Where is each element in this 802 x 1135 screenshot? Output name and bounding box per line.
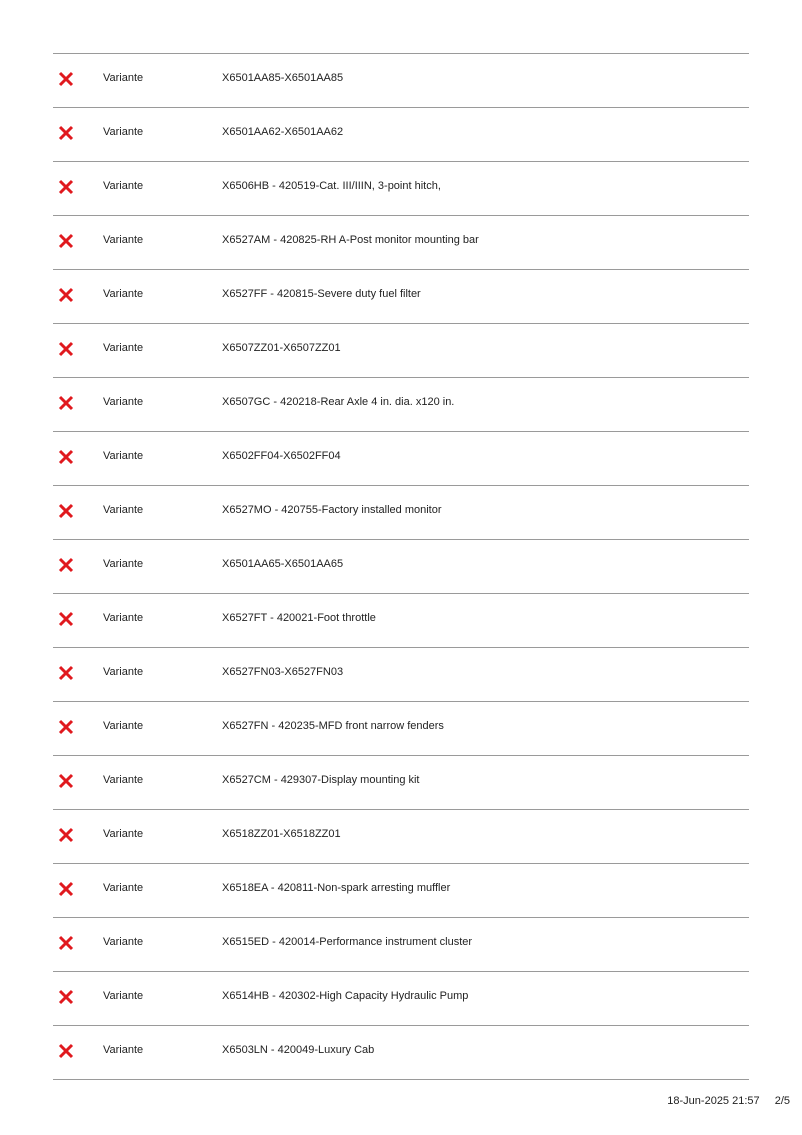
row-description: X6506HB - 420519-Cat. III/IIIN, 3-point hitch, <box>222 180 441 192</box>
red-x-icon <box>58 125 74 141</box>
row-type: Variante <box>103 882 144 894</box>
row-description: X6507GC - 420218-Rear Axle 4 in. dia. x120 in. <box>222 396 455 408</box>
table-row <box>53 162 749 216</box>
row-description: X6527MO - 420755-Factory installed monitor <box>222 504 442 516</box>
table-row <box>53 864 749 918</box>
red-x-icon <box>58 1043 74 1059</box>
row-description: X6503LN - 420049-Luxury Cab <box>222 1044 375 1056</box>
table-row <box>53 972 749 1026</box>
row-description: X6527AM - 420825-RH A-Post monitor mounting bar <box>222 234 479 246</box>
red-x-icon <box>58 557 74 573</box>
table-row <box>53 54 749 108</box>
red-x-icon <box>58 341 74 357</box>
table-row <box>53 756 749 810</box>
row-description: X6527FT - 420021-Foot throttle <box>222 612 376 624</box>
row-type: Variante <box>103 666 144 678</box>
table-row <box>53 594 749 648</box>
row-description: X6527FN03-X6527FN03 <box>222 666 344 678</box>
red-x-icon <box>58 233 74 249</box>
row-type: Variante <box>103 558 144 570</box>
row-description: X6527CM - 429307-Display mounting kit <box>222 774 420 786</box>
red-x-icon <box>58 449 74 465</box>
row-type: Variante <box>103 828 144 840</box>
row-description: X6507ZZ01-X6507ZZ01 <box>222 342 341 354</box>
table-row <box>53 648 749 702</box>
row-description: X6515ED - 420014-Performance instrument cluster <box>222 936 473 948</box>
row-description: X6502FF04-X6502FF04 <box>222 450 341 462</box>
table-row <box>53 486 749 540</box>
row-type: Variante <box>103 126 144 138</box>
red-x-icon <box>58 827 74 843</box>
row-type: Variante <box>103 1044 144 1056</box>
page-footer <box>667 1094 790 1108</box>
variant-table <box>53 53 749 1080</box>
red-x-icon <box>58 503 74 519</box>
row-description: X6514HB - 420302-High Capacity Hydraulic Pump <box>222 990 469 1002</box>
row-type: Variante <box>103 234 144 246</box>
table-row <box>53 108 749 162</box>
table-row <box>53 378 749 432</box>
row-description: X6527FF - 420815-Severe duty fuel filter <box>222 288 421 300</box>
row-description: X6501AA85-X6501AA85 <box>222 72 344 84</box>
row-type: Variante <box>103 180 144 192</box>
red-x-icon <box>58 287 74 303</box>
table-row <box>53 216 749 270</box>
table-row <box>53 918 749 972</box>
red-x-icon <box>58 881 74 897</box>
row-type: Variante <box>103 396 144 408</box>
row-description: X6527FN - 420235-MFD front narrow fenders <box>222 720 444 732</box>
table-row <box>53 540 749 594</box>
page-number: 2/5 <box>774 1095 790 1107</box>
red-x-icon <box>58 989 74 1005</box>
red-x-icon <box>58 71 74 87</box>
row-description: X6501AA65-X6501AA65 <box>222 558 344 570</box>
row-type: Variante <box>103 72 144 84</box>
red-x-icon <box>58 395 74 411</box>
table-row <box>53 270 749 324</box>
row-type: Variante <box>103 612 144 624</box>
row-description: X6518ZZ01-X6518ZZ01 <box>222 828 341 840</box>
row-type: Variante <box>103 936 144 948</box>
table-row <box>53 432 749 486</box>
red-x-icon <box>58 935 74 951</box>
table-row <box>53 702 749 756</box>
red-x-icon <box>58 611 74 627</box>
red-x-icon <box>58 179 74 195</box>
row-description: X6518EA - 420811-Non-spark arresting muffler <box>222 882 451 894</box>
table-row <box>53 810 749 864</box>
red-x-icon <box>58 773 74 789</box>
table-row <box>53 324 749 378</box>
red-x-icon <box>58 719 74 735</box>
red-x-icon <box>58 665 74 681</box>
row-description: X6501AA62-X6501AA62 <box>222 126 344 138</box>
row-type: Variante <box>103 342 144 354</box>
row-type: Variante <box>103 450 144 462</box>
row-type: Variante <box>103 720 144 732</box>
row-type: Variante <box>103 774 144 786</box>
table-row <box>53 1026 749 1080</box>
row-type: Variante <box>103 288 144 300</box>
row-type: Variante <box>103 990 144 1002</box>
footer-timestamp: 18-Jun-2025 21:57 <box>667 1095 760 1107</box>
row-type: Variante <box>103 504 144 516</box>
